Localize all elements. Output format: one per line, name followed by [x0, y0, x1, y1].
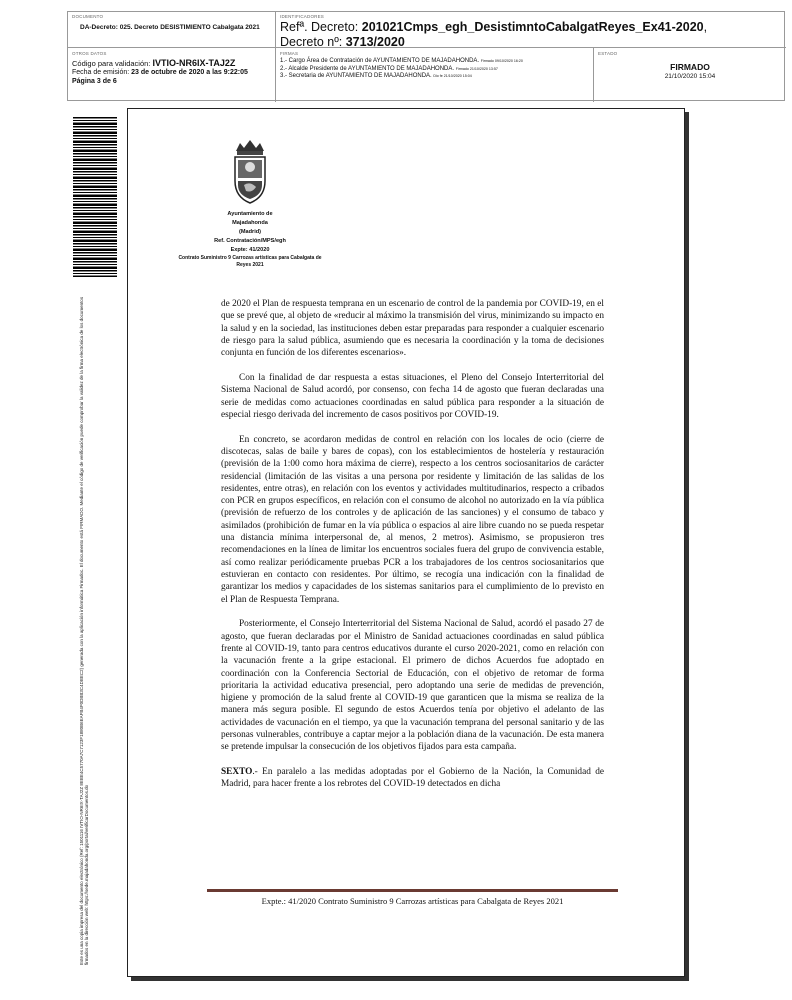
coat-of-arms-icon [230, 137, 270, 205]
firma-item: 1.- Cargo Área de Contratación de AYUNTAMIENTO DE MAJADAHONDA. Firmado 09/10/2020 16:20 [280, 58, 523, 64]
paragraph-1: de 2020 el Plan de respuesta temprana en un escenario de control de la pandemia por COVID-19, en el que se prevé que, al objeto de «reducir al máximo la transmisión del virus, minimizando su impacto en la salud y en la sociedad, las instituciones deben estar preparadas para responder a cualquier escenario de riesgo para la salud pública, asumiendo que es necesaria la coordinación y la toma de decisiones conjunta en función de los diferentes escenarios». [221, 299, 604, 359]
decreto-prefix: Decreto nº: [280, 35, 343, 48]
codigo-prefix: Código para validación: [72, 59, 151, 68]
verification-side-text: Este es una copia impresa del documento electrónico (Ref: 1501116 IVTIO-NR6IX-TAJ2Z 8EBE4C5770A7C7123F1880B6EAFB4F0DBB3C4DBEC2) generada con la aplicación informática Firmadoc. El documento está FIRMADO. Mediante el código de verificación puede comprobar la validez de la firma electrónica de los documentos firmados en la dirección web: https://sede.majadahonda.org/portal/verificarDocumentos.do [79, 296, 90, 965]
codigo-value: IVTIO-NR6IX-TAJ2Z [152, 58, 236, 68]
otros-datos-cell [68, 48, 276, 102]
firmas-list [280, 58, 589, 81]
firmas-cell [276, 48, 594, 102]
documento-value: DA-Decreto: 025. Decreto DESISTIMIENTO Cabalgata 2021 [80, 24, 260, 31]
org-name-1: Ayuntamiento de [227, 211, 273, 217]
firma-item: 3.- Secretaria de AYUNTAMIENTO DE MAJADAHONDA. Dio fe 21/10/2020 15:04 [280, 73, 472, 80]
org-contrato: Contrato Suministro 9 Carrozas artísticas para Cabalgata de Reyes 2021 [178, 255, 322, 268]
org-expte: Expte: 41/2020 [230, 247, 270, 253]
document-header [67, 11, 785, 101]
identificadores-cell [276, 12, 786, 48]
paragraph-5: SEXTO.- En paralelo a las medidas adoptadas por el Gobierno de la Nación, la Comunidad de Madrid, para hacer frente a los rebrotes del COVID-19 detectados en dicha [221, 767, 604, 790]
ref-prefix: Refª. Decreto: [280, 20, 359, 34]
estado-value: FIRMADO [670, 62, 710, 72]
firma-item: 2.- Alcalde Presidente de AYUNTAMIENTO DE MAJADAHONDA. Firmado 21/10/2020 13:57 [280, 65, 498, 72]
estado-label: ESTADO [598, 51, 618, 56]
sexto-heading: SEXTO [221, 767, 253, 778]
fecha-value: 23 de octubre de 2020 a las 9:22:05 [131, 69, 248, 76]
pagina: Página 3 de 6 [72, 78, 117, 85]
identificadores-label: IDENTIFICADORES [280, 14, 325, 19]
otros-label: OTROS DATOS [72, 51, 107, 56]
firmas-label: FIRMAS [280, 51, 299, 56]
fecha-prefix: Fecha de emisión: [72, 69, 130, 76]
ref-line [280, 20, 782, 34]
fecha-line [72, 68, 271, 77]
paragraph-3: En concreto, se acordaron medidas de control en relación con los locales de ocio (cierre de discotecas, salas de baile y bares de copas), con los establecimientos de hostelería y restauración (previsión de la 1:00 como hora máxima de cierre), respecto a los centros sociosanitarios de carácter residencial (limitación de las visitas a una persona por residente y limitación de las salidas de los residentes, entre otras), en relación con los eventos y actividades multitudinarios, respecto a cribados con PCR en grupos específicos, en relación con el consumo de alcohol no autorizado en la vía pública (previsión de refuerzo de los controles y de aplicación de las sanciones) y el consumo de tabaco y asimilados (prohibición de fumar en la vía pública o espacios al aire libre cuando no se pueda respetar una distancia mínima interpersonal de, al menos, 2 metros). Asimismo, se propusieron tres recomendaciones en la línea de limitar los encuentros sociales fuera del grupo de convivencia estable, así como realizar periódicamente pruebas PCR a los trabajadores de los centros sociosanitarios que estuvieran en contacto con residentes. Por último, se recogía una indicación con la finalidad de garantizar los medios y capacidades de los sistemas sanitarios para el cumplimiento de lo previsto en el Plan de Respuesta Temprana. [221, 434, 604, 605]
footer-rule [207, 889, 618, 892]
decreto-value: 3713/2020 [345, 35, 405, 48]
paragraph-4: Posteriormente, el Consejo Interterritorial del Sistema Nacional de Salud, acordó el pasado 27 de agosto, que fueran declaradas por el Ministro de Sanidad actuaciones coordinadas en salud pública frente al COVID-19, tanto para centros educativos durante el curso 2020-2021, como en relación con la vacunación frente a la gripe estacional. El primero de dichos Acuerdos fue adoptado en coordinación con la Conferencia Sectorial de Educación, con el objetivo de retomar de forma prioritaria la actividad educativa presencial, pero adoptando una serie de medidas de prevención, higiene y promoción de la salud frente al COVID-19 que garanticen que la misma se realiza de la manera más segura posible. El segundo de estos Acuerdos tenía por objetivo el adelanto de las actividades de vacunación en el tiempo, ya que la vacunación temprana del personal sanitario y de las personas vulnerables, contribuye a captar mejor a la población diana de la vacunación. De esta manera se pretende impulsar la consecución de los objetivos fijados para esta campaña. [221, 619, 604, 753]
codigo-line [72, 59, 271, 68]
org-name-2: Majadahonda [232, 220, 268, 226]
documento-cell [68, 12, 276, 48]
org-ref: Ref. Contratación/MPS/egh [214, 238, 286, 244]
paragraph-2: Con la finalidad de dar respuesta a estas situaciones, el Pleno del Consejo Interterritorial del Sistema Nacional de Salud acordó, por consenso, con fecha 14 de agosto que fueran declaradas una serie de medidas como actuaciones coordinadas en salud pública para responder a la situación de especial riesgo derivada del incremento de casos positivos por COVID-19. [221, 372, 604, 420]
estado-cell [594, 48, 786, 102]
ref-value: 201021Cmps_egh_DesistimntoCabalgatReyes_Ex41-2020 [361, 20, 704, 34]
org-name-3: (Madrid) [238, 229, 262, 235]
page-footer: Expte.: 41/2020 Contrato Suministro 9 Carrozas artísticas para Cabalgata de Reyes 2021 [261, 896, 564, 906]
documento-label: DOCUMENTO [72, 14, 104, 19]
estado-date: 21/10/2020 15:04 [664, 73, 716, 80]
ref-suffix: , [703, 20, 708, 34]
decreto-line [280, 35, 782, 48]
document-body [221, 298, 604, 803]
organization-block [178, 210, 322, 269]
barcode [73, 117, 117, 277]
